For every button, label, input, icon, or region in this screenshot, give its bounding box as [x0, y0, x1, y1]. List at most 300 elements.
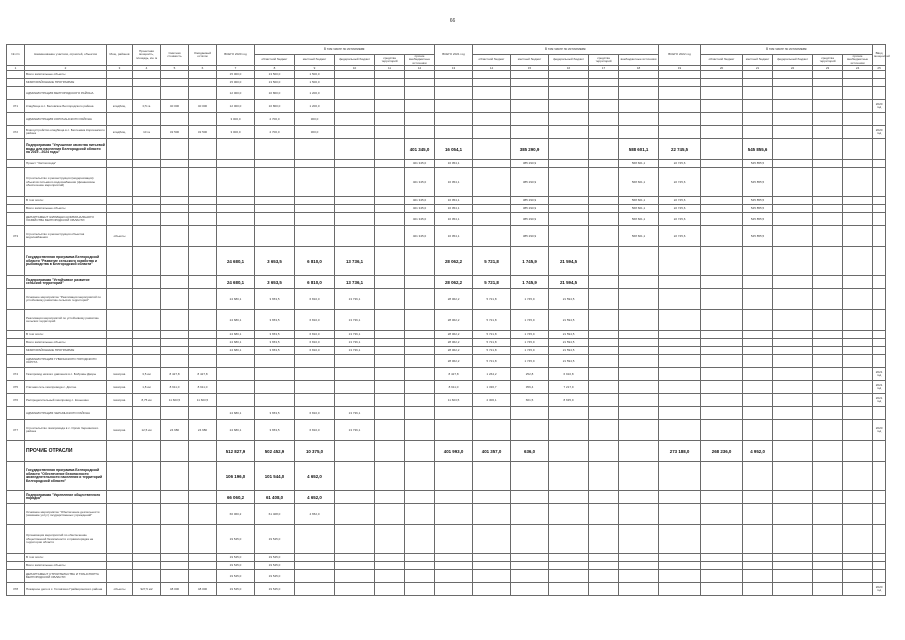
- value-cell: [873, 407, 886, 420]
- value-cell: 3 653,5: [255, 331, 295, 339]
- value-cell: 6 810,0: [295, 247, 335, 276]
- value-cell: [773, 87, 813, 100]
- value-cell: [701, 160, 743, 168]
- value-cell: [843, 355, 873, 368]
- value-cell: [107, 168, 133, 197]
- value-cell: [773, 100, 813, 113]
- value-cell: 16 054,1: [435, 213, 473, 226]
- table-row: [7, 554, 886, 562]
- value-cell: 401 357,0: [473, 441, 511, 462]
- value-cell: 13 736,1: [335, 407, 375, 420]
- value-cell: [335, 226, 375, 247]
- column-number-cell: 23: [813, 66, 843, 71]
- table-row: [7, 310, 886, 331]
- table-row: [7, 213, 886, 226]
- value-cell: 3 653,5: [255, 339, 295, 347]
- value-cell: [873, 310, 886, 331]
- value-cell: 300,0: [295, 126, 335, 139]
- value-cell: [843, 276, 873, 289]
- value-cell: [619, 87, 659, 100]
- value-cell: [435, 570, 473, 583]
- value-cell: 568 601,1: [619, 226, 659, 247]
- value-cell: [133, 339, 161, 347]
- value-cell: [773, 407, 813, 420]
- value-cell: [189, 160, 217, 168]
- value-cell: [335, 113, 375, 126]
- value-cell: 48 000: [189, 583, 217, 596]
- column-number-cell: 9: [295, 66, 335, 71]
- value-cell: [435, 87, 473, 100]
- value-cell: 12,5 км: [133, 420, 161, 441]
- value-cell: [295, 583, 335, 596]
- value-cell: 61 408,0: [255, 504, 295, 525]
- table-row: [7, 394, 886, 407]
- value-cell: [133, 407, 161, 420]
- value-cell: 13 736,1: [335, 276, 375, 289]
- value-cell: [619, 339, 659, 347]
- value-cell: [619, 289, 659, 310]
- row-name-cell: Подпрограмма "Устойчивое развитие сельских территорий": [25, 276, 107, 289]
- value-cell: 2021 год: [873, 381, 886, 394]
- row-name-cell: Всего капитальные объекты: [25, 339, 107, 347]
- sub-2020-3: средства территорий: [375, 55, 405, 66]
- value-cell: [133, 247, 161, 276]
- header-group-2020: В том числе по источникам:: [255, 45, 435, 55]
- value-cell: 8 911,0: [161, 381, 189, 394]
- value-cell: 252,8: [511, 368, 549, 381]
- value-cell: 16 054,1: [435, 160, 473, 168]
- value-cell: 5 721,8: [473, 355, 511, 368]
- value-cell: [701, 420, 743, 441]
- value-cell: [701, 71, 743, 79]
- value-cell: [511, 583, 549, 596]
- value-cell: [189, 554, 217, 562]
- row-name-cell: Государственная программа Белгородской области "Обеспечение безопасности жизнедеятельности населения и территорий Белгородской области": [25, 462, 107, 491]
- value-cell: [813, 462, 843, 491]
- value-cell: 568 601,1: [619, 197, 659, 205]
- row-name-cell: Всего капитальные объекты: [25, 71, 107, 79]
- value-cell: 21 594,5: [549, 339, 589, 347]
- value-cell: 48 000: [161, 583, 189, 596]
- value-cell: [133, 570, 161, 583]
- value-cell: [589, 441, 619, 462]
- table-row: [7, 583, 886, 596]
- column-number-cell: 4: [133, 66, 161, 71]
- value-cell: [405, 504, 435, 525]
- value-cell: [133, 462, 161, 491]
- value-cell: 1,8 км: [133, 381, 161, 394]
- value-cell: [107, 79, 133, 87]
- value-cell: [619, 570, 659, 583]
- value-cell: [255, 160, 295, 168]
- row-index-cell: [7, 79, 25, 87]
- table-row: [7, 100, 886, 113]
- value-cell: [813, 87, 843, 100]
- value-cell: 19 545,0: [255, 554, 295, 562]
- header-num: № п/п: [7, 45, 25, 66]
- value-cell: 13 736,1: [335, 289, 375, 310]
- value-cell: [375, 310, 405, 331]
- value-cell: [405, 100, 435, 113]
- value-cell: [873, 441, 886, 462]
- value-cell: [773, 562, 813, 570]
- value-cell: 66 060,2: [217, 491, 255, 504]
- value-cell: [743, 562, 773, 570]
- value-cell: 15 000,0: [217, 71, 255, 79]
- value-cell: [161, 71, 189, 79]
- row-index-cell: [7, 247, 25, 276]
- value-cell: [295, 554, 335, 562]
- table-row: [7, 381, 886, 394]
- value-cell: [701, 583, 743, 596]
- value-cell: [659, 310, 701, 331]
- value-cell: [335, 491, 375, 504]
- value-cell: 24 680,1: [217, 276, 255, 289]
- row-index-cell: [7, 347, 25, 355]
- row-name-cell: В том числе:: [25, 197, 107, 205]
- value-cell: [161, 570, 189, 583]
- column-number-cell: 17: [589, 66, 619, 71]
- value-cell: [189, 570, 217, 583]
- value-cell: [619, 491, 659, 504]
- value-cell: 2021 год: [873, 394, 886, 407]
- value-cell: 6 810,0: [295, 310, 335, 331]
- value-cell: [375, 570, 405, 583]
- row-name-cell: ДЕПАРТАМЕНТ ЖИЛИЩНО-КОММУНАЛЬНОГО ХОЗЯЙСТВА БЕЛГОРОДСКОЙ ОБЛАСТИ: [25, 213, 107, 226]
- sub-2020-0: областной бюджет: [255, 55, 295, 66]
- value-cell: 5 721,8: [473, 347, 511, 355]
- value-cell: [659, 355, 701, 368]
- value-cell: [161, 226, 189, 247]
- value-cell: [255, 197, 295, 205]
- value-cell: 3 000,0: [217, 113, 255, 126]
- value-cell: [843, 394, 873, 407]
- value-cell: [743, 570, 773, 583]
- value-cell: 6 810,0: [295, 331, 335, 339]
- row-name-cell: Организация мероприятий по обеспечению общественной безопасности и правопорядка на территории области: [25, 525, 107, 554]
- value-cell: 5 721,8: [473, 339, 511, 347]
- value-cell: [701, 525, 743, 554]
- value-cell: [589, 205, 619, 213]
- value-cell: [589, 339, 619, 347]
- value-cell: [375, 247, 405, 276]
- value-cell: [107, 197, 133, 205]
- value-cell: 2020 год: [873, 583, 886, 596]
- value-cell: [107, 247, 133, 276]
- value-cell: [813, 160, 843, 168]
- row-index-cell: [7, 407, 25, 420]
- row-index-cell: [7, 339, 25, 347]
- value-cell: 6 810,0: [295, 339, 335, 347]
- value-cell: [189, 407, 217, 420]
- value-cell: [189, 462, 217, 491]
- value-cell: [189, 347, 217, 355]
- value-cell: [133, 525, 161, 554]
- row-name-cell: Газопровод низкого давления в с. Бобровы Дворы: [25, 368, 107, 381]
- value-cell: [701, 554, 743, 562]
- value-cell: [133, 355, 161, 368]
- value-cell: [161, 113, 189, 126]
- value-cell: 568 601,1: [619, 205, 659, 213]
- value-cell: [375, 441, 405, 462]
- value-cell: [295, 197, 335, 205]
- value-cell: [405, 289, 435, 310]
- value-cell: [619, 462, 659, 491]
- value-cell: 1 264,2: [473, 368, 511, 381]
- value-cell: [659, 276, 701, 289]
- value-cell: [549, 570, 589, 583]
- value-cell: 10 800,0: [255, 100, 295, 113]
- value-cell: [743, 583, 773, 596]
- value-cell: 3 653,5: [255, 289, 295, 310]
- value-cell: [375, 368, 405, 381]
- value-cell: [435, 126, 473, 139]
- value-cell: [589, 126, 619, 139]
- table-row: [7, 197, 886, 205]
- value-cell: [405, 347, 435, 355]
- value-cell: [619, 583, 659, 596]
- column-number-cell: 18: [619, 66, 659, 71]
- value-cell: [873, 554, 886, 562]
- value-cell: [335, 441, 375, 462]
- value-cell: [743, 247, 773, 276]
- value-cell: [813, 525, 843, 554]
- value-cell: [161, 554, 189, 562]
- value-cell: 661,5: [511, 394, 549, 407]
- value-cell: [435, 462, 473, 491]
- value-cell: [659, 407, 701, 420]
- value-cell: [743, 331, 773, 339]
- row-index-cell: [7, 87, 25, 100]
- row-name-cell: ДЕПАРТАМЕНТ СТРОИТЕЛЬСТВА И ТРАНСПОРТА БЕЛГОРОДСКОЙ ОБЛАСТИ: [25, 570, 107, 583]
- value-cell: [217, 355, 255, 368]
- value-cell: 4 652,0: [295, 504, 335, 525]
- value-cell: 568 601,1: [619, 213, 659, 226]
- value-cell: [217, 139, 255, 160]
- value-cell: [773, 504, 813, 525]
- value-cell: 21 594,5: [549, 276, 589, 289]
- value-cell: [773, 168, 813, 197]
- value-cell: [873, 139, 886, 160]
- table-row: [7, 462, 886, 491]
- value-cell: [217, 168, 255, 197]
- value-cell: [701, 87, 743, 100]
- value-cell: 5 721,8: [473, 276, 511, 289]
- row-name-cell: Подпрограмма "Укрепление общественного порядка": [25, 491, 107, 504]
- value-cell: [511, 491, 549, 504]
- value-cell: [133, 79, 161, 87]
- value-cell: [773, 583, 813, 596]
- value-cell: [743, 504, 773, 525]
- value-cell: [335, 504, 375, 525]
- value-cell: [161, 462, 189, 491]
- value-cell: 10 800,0: [255, 87, 295, 100]
- value-cell: [701, 139, 743, 160]
- value-cell: [773, 462, 813, 491]
- value-cell: [589, 562, 619, 570]
- value-cell: [473, 504, 511, 525]
- value-cell: [873, 79, 886, 87]
- table-row: [7, 347, 886, 355]
- value-cell: [589, 407, 619, 420]
- value-cell: [873, 197, 886, 205]
- value-cell: 16 054,1: [435, 226, 473, 247]
- value-cell: [107, 504, 133, 525]
- row-name-cell: Строительство газопровода в с. Орлик Чернянского района: [25, 420, 107, 441]
- value-cell: 12 000,0: [217, 87, 255, 100]
- value-cell: 32 500: [189, 126, 217, 139]
- value-cell: [295, 139, 335, 160]
- value-cell: [843, 491, 873, 504]
- value-cell: [375, 504, 405, 525]
- sub-2020-4: прочие внебюджетные источники: [405, 55, 435, 66]
- value-cell: [843, 525, 873, 554]
- row-name-cell: Проект "Чистая вода": [25, 160, 107, 168]
- value-cell: [619, 347, 659, 355]
- value-cell: [511, 113, 549, 126]
- value-cell: [659, 381, 701, 394]
- value-cell: [133, 491, 161, 504]
- header-name: Наименование участков, отраслей, объектов: [25, 45, 107, 66]
- value-cell: 1 500,0: [295, 79, 335, 87]
- value-cell: [843, 71, 873, 79]
- value-cell: [549, 407, 589, 420]
- value-cell: [773, 331, 813, 339]
- value-cell: [873, 347, 886, 355]
- value-cell: [295, 168, 335, 197]
- value-cell: [773, 205, 813, 213]
- value-cell: [161, 310, 189, 331]
- value-cell: [619, 100, 659, 113]
- value-cell: 588 601,1: [619, 139, 659, 160]
- value-cell: [549, 213, 589, 226]
- row-index-cell: [7, 441, 25, 462]
- value-cell: [813, 79, 843, 87]
- value-cell: [701, 562, 743, 570]
- value-cell: [773, 347, 813, 355]
- value-cell: [813, 420, 843, 441]
- value-cell: [549, 139, 589, 160]
- value-cell: [843, 168, 873, 197]
- value-cell: [405, 420, 435, 441]
- value-cell: [813, 205, 843, 213]
- value-cell: [405, 562, 435, 570]
- value-cell: [335, 525, 375, 554]
- value-cell: [375, 289, 405, 310]
- value-cell: газопров.: [107, 368, 133, 381]
- table-row: [7, 139, 886, 160]
- value-cell: [405, 339, 435, 347]
- value-cell: 401 993,0: [435, 441, 473, 462]
- value-cell: [375, 394, 405, 407]
- value-cell: [773, 381, 813, 394]
- row-name-cell: АДМИНИСТРАЦИЯ КОРОЧАНСКОГО РАЙОНА: [25, 113, 107, 126]
- value-cell: [773, 554, 813, 562]
- value-cell: [217, 368, 255, 381]
- value-cell: [589, 247, 619, 276]
- value-cell: [773, 491, 813, 504]
- value-cell: 568 601,1: [619, 160, 659, 168]
- value-cell: [107, 525, 133, 554]
- value-cell: [473, 168, 511, 197]
- value-cell: [295, 394, 335, 407]
- value-cell: [773, 289, 813, 310]
- value-cell: [813, 394, 843, 407]
- value-cell: [813, 213, 843, 226]
- value-cell: [843, 407, 873, 420]
- value-cell: 101 544,0: [255, 462, 295, 491]
- value-cell: 66 060,2: [217, 504, 255, 525]
- value-cell: [335, 126, 375, 139]
- value-cell: [813, 570, 843, 583]
- value-cell: объекты: [107, 583, 133, 596]
- value-cell: [375, 87, 405, 100]
- value-cell: [813, 247, 843, 276]
- value-cell: [473, 562, 511, 570]
- value-cell: [873, 226, 886, 247]
- value-cell: [843, 339, 873, 347]
- value-cell: [161, 441, 189, 462]
- value-cell: 16 054,1: [435, 139, 473, 160]
- value-cell: [843, 381, 873, 394]
- value-cell: [435, 71, 473, 79]
- value-cell: [843, 100, 873, 113]
- value-cell: [773, 139, 813, 160]
- value-cell: [295, 160, 335, 168]
- value-cell: [589, 310, 619, 331]
- value-cell: 19 545,0: [217, 525, 255, 554]
- value-cell: [659, 113, 701, 126]
- investment-table-sheet: [6, 44, 890, 596]
- value-cell: [589, 100, 619, 113]
- value-cell: 28 062,2: [435, 289, 473, 310]
- value-cell: [843, 554, 873, 562]
- value-cell: [255, 355, 295, 368]
- value-cell: 24 680,1: [217, 331, 255, 339]
- value-cell: [813, 168, 843, 197]
- value-cell: 2021 год: [873, 368, 886, 381]
- value-cell: [435, 583, 473, 596]
- value-cell: [405, 355, 435, 368]
- value-cell: 2020 год: [873, 420, 886, 441]
- value-cell: [659, 420, 701, 441]
- value-cell: [619, 126, 659, 139]
- table-row: [7, 205, 886, 213]
- value-cell: [701, 462, 743, 491]
- value-cell: [133, 197, 161, 205]
- value-cell: [295, 381, 335, 394]
- value-cell: [743, 355, 773, 368]
- value-cell: [549, 226, 589, 247]
- value-cell: [189, 525, 217, 554]
- value-cell: [511, 462, 549, 491]
- value-cell: [107, 160, 133, 168]
- value-cell: газопров.: [107, 394, 133, 407]
- value-cell: [107, 139, 133, 160]
- value-cell: [843, 79, 873, 87]
- value-cell: [873, 71, 886, 79]
- value-cell: [335, 570, 375, 583]
- value-cell: 12 000,0: [217, 100, 255, 113]
- value-cell: [659, 126, 701, 139]
- table-row: [7, 87, 886, 100]
- value-cell: [335, 355, 375, 368]
- value-cell: [405, 247, 435, 276]
- value-cell: [619, 368, 659, 381]
- value-cell: 568 601,1: [619, 168, 659, 197]
- value-cell: [743, 87, 773, 100]
- value-cell: [133, 71, 161, 79]
